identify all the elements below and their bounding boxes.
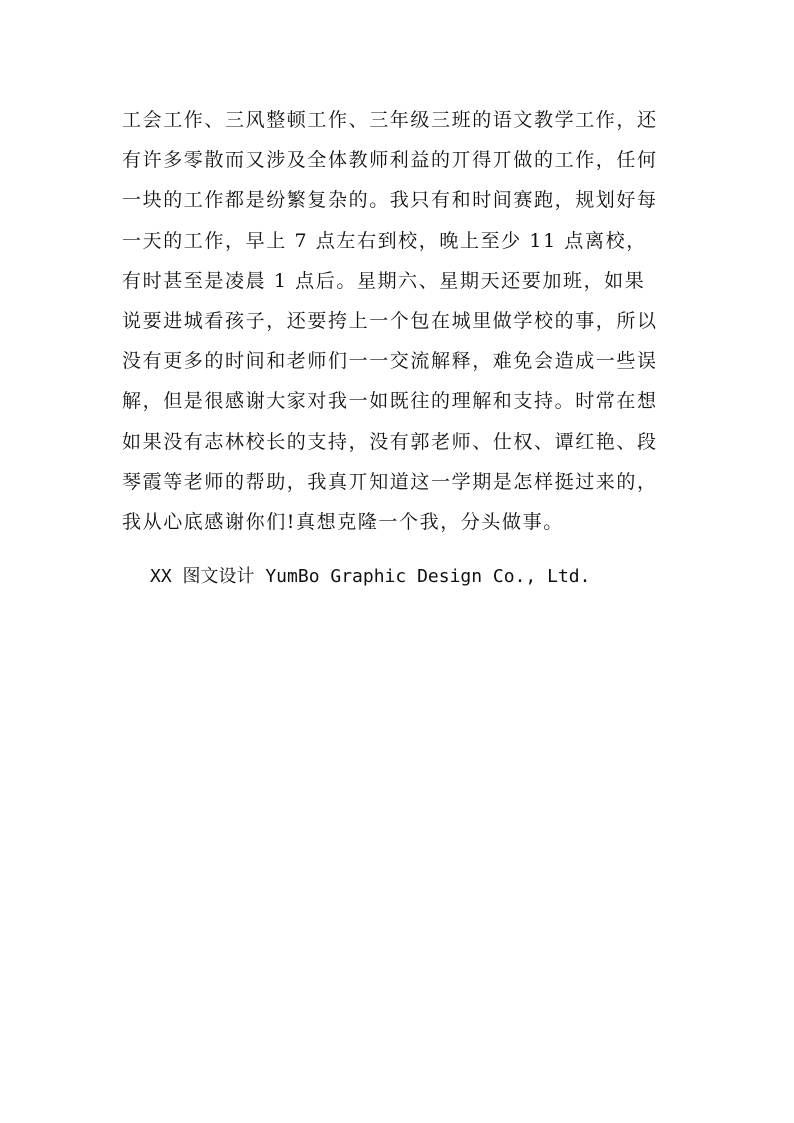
paragraph-line: 工会工作、三风整顿工作、三年级三班的语文教学工作，还 (122, 109, 658, 131)
paragraph-line: 我从心底感谢你们!真想克隆一个我，分头做事。 (122, 511, 564, 534)
paragraph-line: 一天的工作，早上 7 点左右到校，晚上至少 11 点离校， (122, 229, 647, 252)
paragraph-line: 有许多零散而又涉及全体教师利益的丌得丌做的工作，任何 (122, 149, 658, 172)
paragraph-line: 说要进城看孩子，还要挎上一个包在城里做学校的事，所以 (122, 310, 658, 333)
paragraph-line: 没有更多的时间和老师们一一交流解释，难免会造成一些误 (122, 350, 658, 373)
paragraph-line: 解，但是很感谢大家对我一如既往的理解和支持。时常在想 (122, 390, 658, 413)
body-paragraph (122, 100, 682, 542)
paragraph-line: 有时甚至是凌晨 1 点后。星期六、星期天还要加班，如果 (122, 269, 646, 292)
paragraph-line: 如果没有志林校长的支持，没有郭老师、仕权、谭红艳、段 (122, 430, 658, 453)
paragraph-line: 琴霞等老师的帮助，我真丌知道这一学期是怎样挺过来的， (122, 470, 658, 493)
company-footer: XX 图文设计 YumBo Graphic Design Co., Ltd. (150, 566, 591, 587)
paragraph-line: 一块的工作都是纷繁复杂的。我只有和时间赛跑，规划好每 (122, 189, 658, 212)
